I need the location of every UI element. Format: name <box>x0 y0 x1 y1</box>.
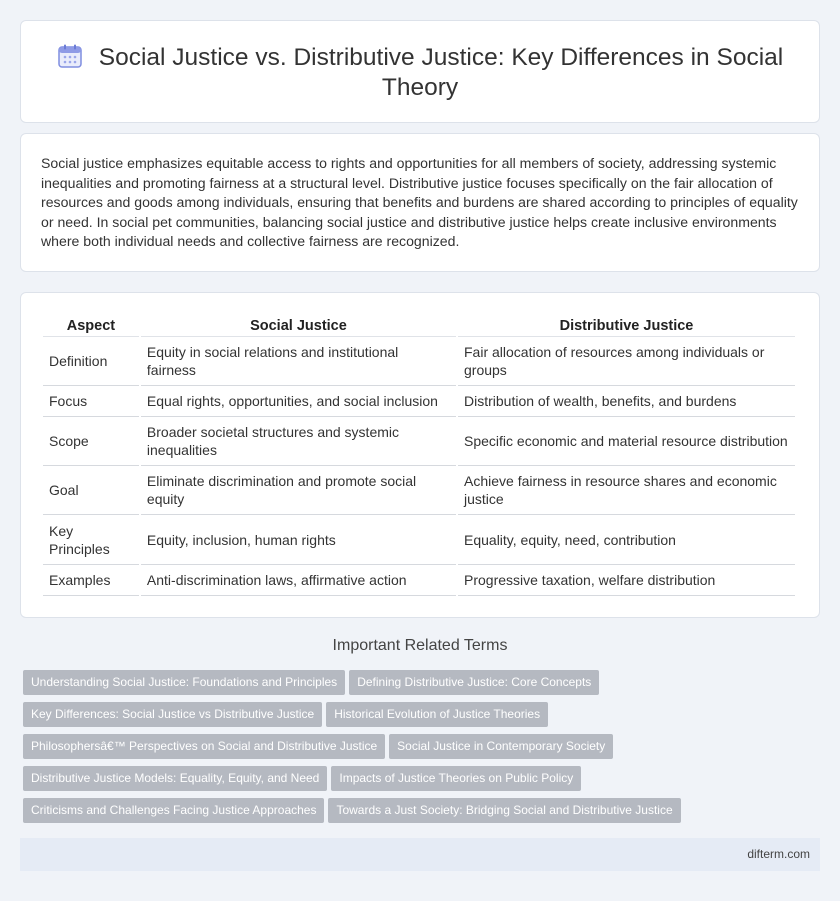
related-terms-list <box>23 670 803 830</box>
related-term-tag[interactable]: Criticisms and Challenges Facing Justice Approaches <box>23 798 324 823</box>
table-row <box>43 466 795 515</box>
row-distributive-justice: Fair allocation of resources among individuals or groups <box>458 337 795 386</box>
related-terms-heading: Important Related Terms <box>332 637 508 654</box>
header-card <box>20 20 820 123</box>
site-name[interactable]: difterm.com <box>747 847 810 861</box>
row-aspect: Examples <box>43 565 139 596</box>
row-social-justice: Equity in social relations and institutional fairness <box>141 337 456 386</box>
row-aspect: Goal <box>43 466 139 515</box>
intro-paragraph: Social justice emphasizes equitable access to rights and opportunities for all members of society, addressing systemic inequalities and promoting fairness at a structural level. Distributive justice focuses specifically on the fair allocation of resources and goods among individuals, ensuring that benefits and burdens are shared according to principles of equality or need. In social pet communities, balancing social justice and distributive justice helps create inclusive environments where both individual needs and collective fairness are recognized. <box>41 155 798 249</box>
calendar-icon <box>57 43 83 69</box>
related-term-tag[interactable]: Towards a Just Society: Bridging Social and Distributive Justice <box>328 798 680 823</box>
intro-card <box>20 133 820 272</box>
table-row <box>43 515 795 565</box>
title-wrap <box>21 43 819 103</box>
tag-row <box>23 702 803 734</box>
header-distributive-justice: Distributive Justice <box>458 313 795 337</box>
table-row <box>43 337 795 386</box>
row-aspect: Definition <box>43 337 139 386</box>
row-social-justice: Equal rights, opportunities, and social inclusion <box>141 386 456 417</box>
related-term-tag[interactable]: Key Differences: Social Justice vs Distributive Justice <box>23 702 322 727</box>
related-term-tag[interactable]: Social Justice in Contemporary Society <box>389 734 613 759</box>
row-aspect: Focus <box>43 386 139 417</box>
related-term-tag[interactable]: Defining Distributive Justice: Core Concepts <box>349 670 599 695</box>
page-title: Social Justice vs. Distributive Justice: Key Differences in Social Theory <box>98 44 784 101</box>
row-distributive-justice: Progressive taxation, welfare distribution <box>458 565 795 596</box>
row-social-justice: Eliminate discrimination and promote social equity <box>141 466 456 515</box>
comparison-table <box>41 313 797 596</box>
table-row <box>43 565 795 596</box>
tag-row <box>23 798 803 830</box>
row-aspect: Scope <box>43 417 139 466</box>
table-header-row <box>43 313 795 337</box>
header-social-justice: Social Justice <box>141 313 456 337</box>
row-distributive-justice: Specific economic and material resource distribution <box>458 417 795 466</box>
row-social-justice: Broader societal structures and systemic inequalities <box>141 417 456 466</box>
related-term-tag[interactable]: Historical Evolution of Justice Theories <box>326 702 548 727</box>
related-term-tag[interactable]: Distributive Justice Models: Equality, Equity, and Need <box>23 766 327 791</box>
row-social-justice: Anti-discrimination laws, affirmative action <box>141 565 456 596</box>
row-distributive-justice: Equality, equity, need, contribution <box>458 515 795 565</box>
comparison-table-card <box>20 292 820 618</box>
row-distributive-justice: Achieve fairness in resource shares and economic justice <box>458 466 795 515</box>
table-row <box>43 417 795 466</box>
tag-row <box>23 766 803 798</box>
tag-row <box>23 734 803 766</box>
footer <box>20 838 820 871</box>
header-aspect: Aspect <box>43 313 139 337</box>
tag-row <box>23 670 803 702</box>
row-aspect: Key Principles <box>43 515 139 565</box>
related-term-tag[interactable]: Philosophersâ€™ Perspectives on Social and Distributive Justice <box>23 734 385 759</box>
related-term-tag[interactable]: Understanding Social Justice: Foundations and Principles <box>23 670 345 695</box>
table-row <box>43 386 795 417</box>
row-social-justice: Equity, inclusion, human rights <box>141 515 456 565</box>
related-term-tag[interactable]: Impacts of Justice Theories on Public Policy <box>331 766 581 791</box>
row-distributive-justice: Distribution of wealth, benefits, and burdens <box>458 386 795 417</box>
